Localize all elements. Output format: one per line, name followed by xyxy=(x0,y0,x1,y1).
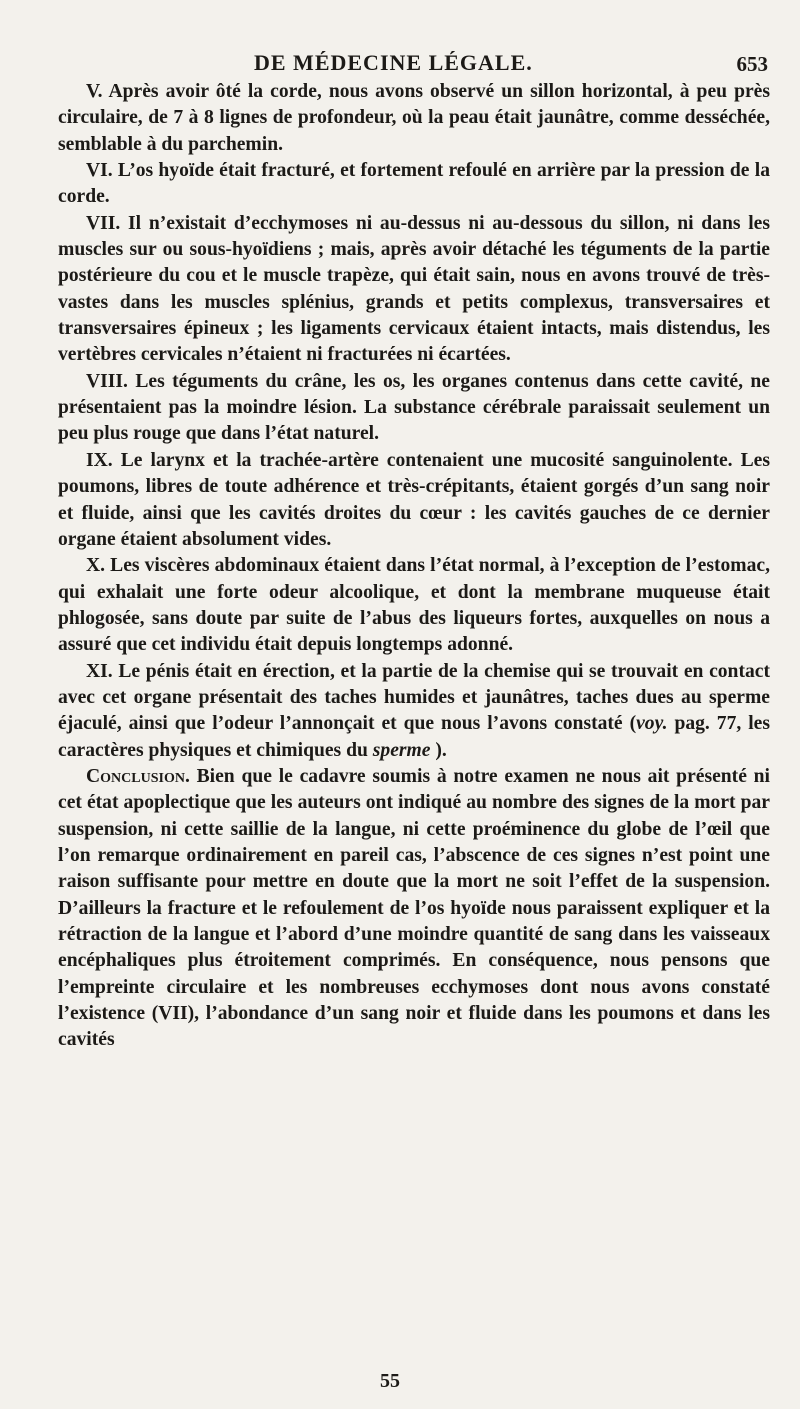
sperme-italic: sperme xyxy=(372,739,431,761)
body-text xyxy=(58,79,770,1054)
voy-abbreviation: voy. xyxy=(636,713,668,735)
paragraph-v: V. Après avoir ôté la corde, nous avons observé un sillon horizontal, à peu près circulaire, de 7 à 8 lignes de profondeur, où la peau était jaunâtre, comme desséchée, semblable à du parchemin. xyxy=(58,81,770,155)
paragraph-xi-text-a: XI. Le pénis était en érection, et la partie de la chemise qui se trouvait en contact avec cet organe présentait des taches humides et jaunâtres, taches dues au sperme éjaculé, ainsi que l’odeur l’annonçait et que nous l’avons constaté ( xyxy=(58,660,770,735)
paragraph-xi-text-b: pag. 77, les caractères physiques et chimiques du xyxy=(58,713,770,761)
paragraph-ix: IX. Le larynx et la trachée-artère contenaient une mucosité sanguinolente. Les poumons, libres de toute adhérence et très-crépitants, étaient gorgés d’un sang noir et fluide, ainsi que les cavités droites du cœur : les cavités gauches de ce dernier organe étaient absolument vides. xyxy=(58,449,770,550)
page-header xyxy=(0,22,800,76)
paragraph-x: X. Les viscères abdominaux étaient dans l’état normal, à l’exception de l’estomac, qui exhalait une forte odeur alcoolique, et dont la membrane muqueuse était phlogosée, sans doute par suite de l’abus des liqueurs fortes, auxquelles on nous a assuré que cet individu était depuis longtemps adonné. xyxy=(58,555,770,656)
conclusion-text: Bien que le cadavre soumis à notre examen ne nous ait présenté ni cet état apoplectique que les auteurs ont indiqué au nombre des signes de la mort par suspension, ni cette saillie de la langue, ni cette proéminence du globe de l’œil que l’on remarque ordinairement en pareil cas, l’abscence de ces signes n’est point une raison suffisante pour mettre en doute que la mort ne soit l’effet de la suspension. D’ailleurs la fracture et le refoulement de l’os hyoïde nous paraissent expliquer et la rétraction de la langue et l’abord d’une moindre quantité de sang dans les vaisseaux encéphaliques plus étroitement comprimés. En conséquence, nous pensons que l’empreinte circulaire et les nombreuses ecchymoses dont nous avons constaté l’existence (VII), l’abondance d’un sang noir et fluide dans les poumons et dans les cavités xyxy=(58,765,770,1051)
page-number: 653 xyxy=(736,52,768,76)
paragraph-xi-text-c: ). xyxy=(430,739,447,761)
running-title: DE MÉDECINE LÉGALE. xyxy=(254,50,533,75)
signature-mark: 55 xyxy=(380,1370,400,1392)
paragraph-vii: VII. Il n’existait d’ecchymoses ni au-dessus ni au-dessous du sillon, ni dans les muscles sur ou sous-hyoïdiens ; mais, après avoir détaché les téguments de la partie postérieure du cou et le muscle trapèze, qui était sain, nous en avons trouvé de très-vastes dans les muscles splénius, grands et petits complexus, transversaires et transversaires épineux ; les ligaments cervicaux étaient intacts, mais distendus, les vertèbres cervicales n’étaient ni fracturées ni écartées. xyxy=(58,212,770,366)
paragraph-conclusion xyxy=(58,764,770,1054)
conclusion-label: Conclusion. xyxy=(86,765,190,787)
paragraph-vi: VI. L’os hyoïde était fracturé, et fortement refoulé en arrière par la pression de la corde. xyxy=(58,160,770,208)
paragraph-viii: VIII. Les téguments du crâne, les os, les organes contenus dans cette cavité, ne présentaient pas la moindre lésion. La substance cérébrale paraissait seulement un peu plus rouge que dans l’état naturel. xyxy=(58,370,770,445)
paragraph-xi xyxy=(58,659,770,764)
